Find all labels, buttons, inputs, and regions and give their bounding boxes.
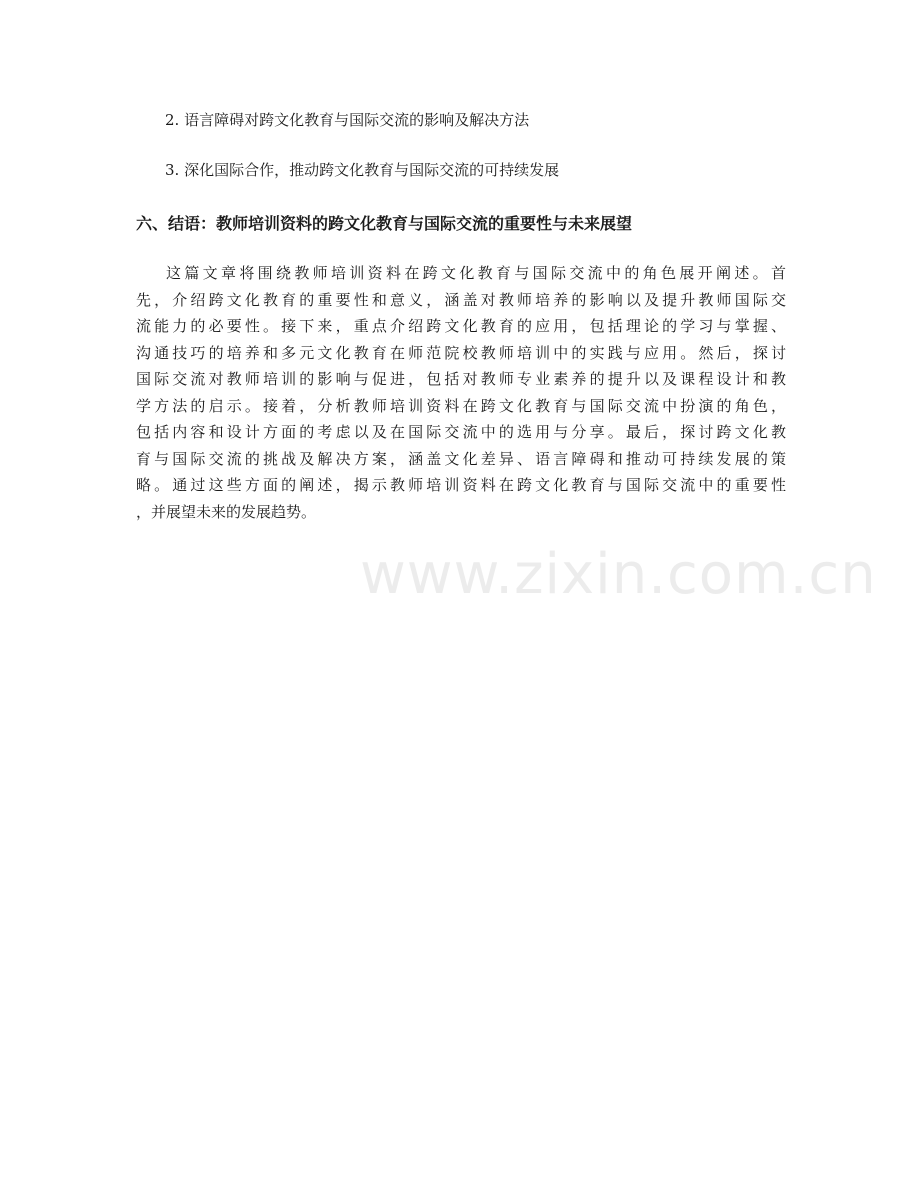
paragraph-line: 略。通过这些方面的阐述，揭示教师培训资料在跨文化教育与国际交流中的重要性: [136, 476, 786, 494]
paragraph-line: 国际交流对教师培训的影响与促进，包括对教师专业素养的提升以及课程设计和教: [136, 370, 786, 388]
list-item: 2. 语言障碍对跨文化教育与国际交流的影响及解决方法: [165, 111, 530, 129]
paragraph-line: 流能力的必要性。接下来，重点介绍跨文化教育的应用，包括理论的学习与掌握、: [136, 317, 786, 335]
paragraph-line: 先，介绍跨文化教育的重要性和意义，涵盖对教师培养的影响以及提升教师国际交: [136, 290, 786, 309]
watermark: www.zixin.com.cn: [360, 542, 877, 607]
paragraph-line: ，并展望未来的发展趋势。: [136, 502, 317, 521]
section-heading: 六、结语：教师培训资料的跨文化教育与国际交流的重要性与未来展望: [136, 214, 633, 233]
list-item: 3. 深化国际合作，推动跨文化教育与国际交流的可持续发展: [165, 161, 560, 179]
paragraph-line: 包括内容和设计方面的考虑以及在国际交流中的选用与分享。最后，探讨跨文化教: [136, 423, 786, 441]
paragraph-line: 育与国际交流的挑战及解决方案，涵盖文化差异、语言障碍和推动可持续发展的策: [136, 449, 786, 468]
paragraph-line: 沟通技巧的培养和多元文化教育在师范院校教师培训中的实践与应用。然后，探讨: [136, 343, 786, 362]
body-paragraph: [136, 260, 786, 525]
paragraph-line: 学方法的启示。接着，分析教师培训资料在跨文化教育与国际交流中扮演的角色，: [136, 396, 786, 415]
paragraph-line: 这篇文章将围绕教师培训资料在跨文化教育与国际交流中的角色展开阐述。首: [166, 264, 786, 282]
